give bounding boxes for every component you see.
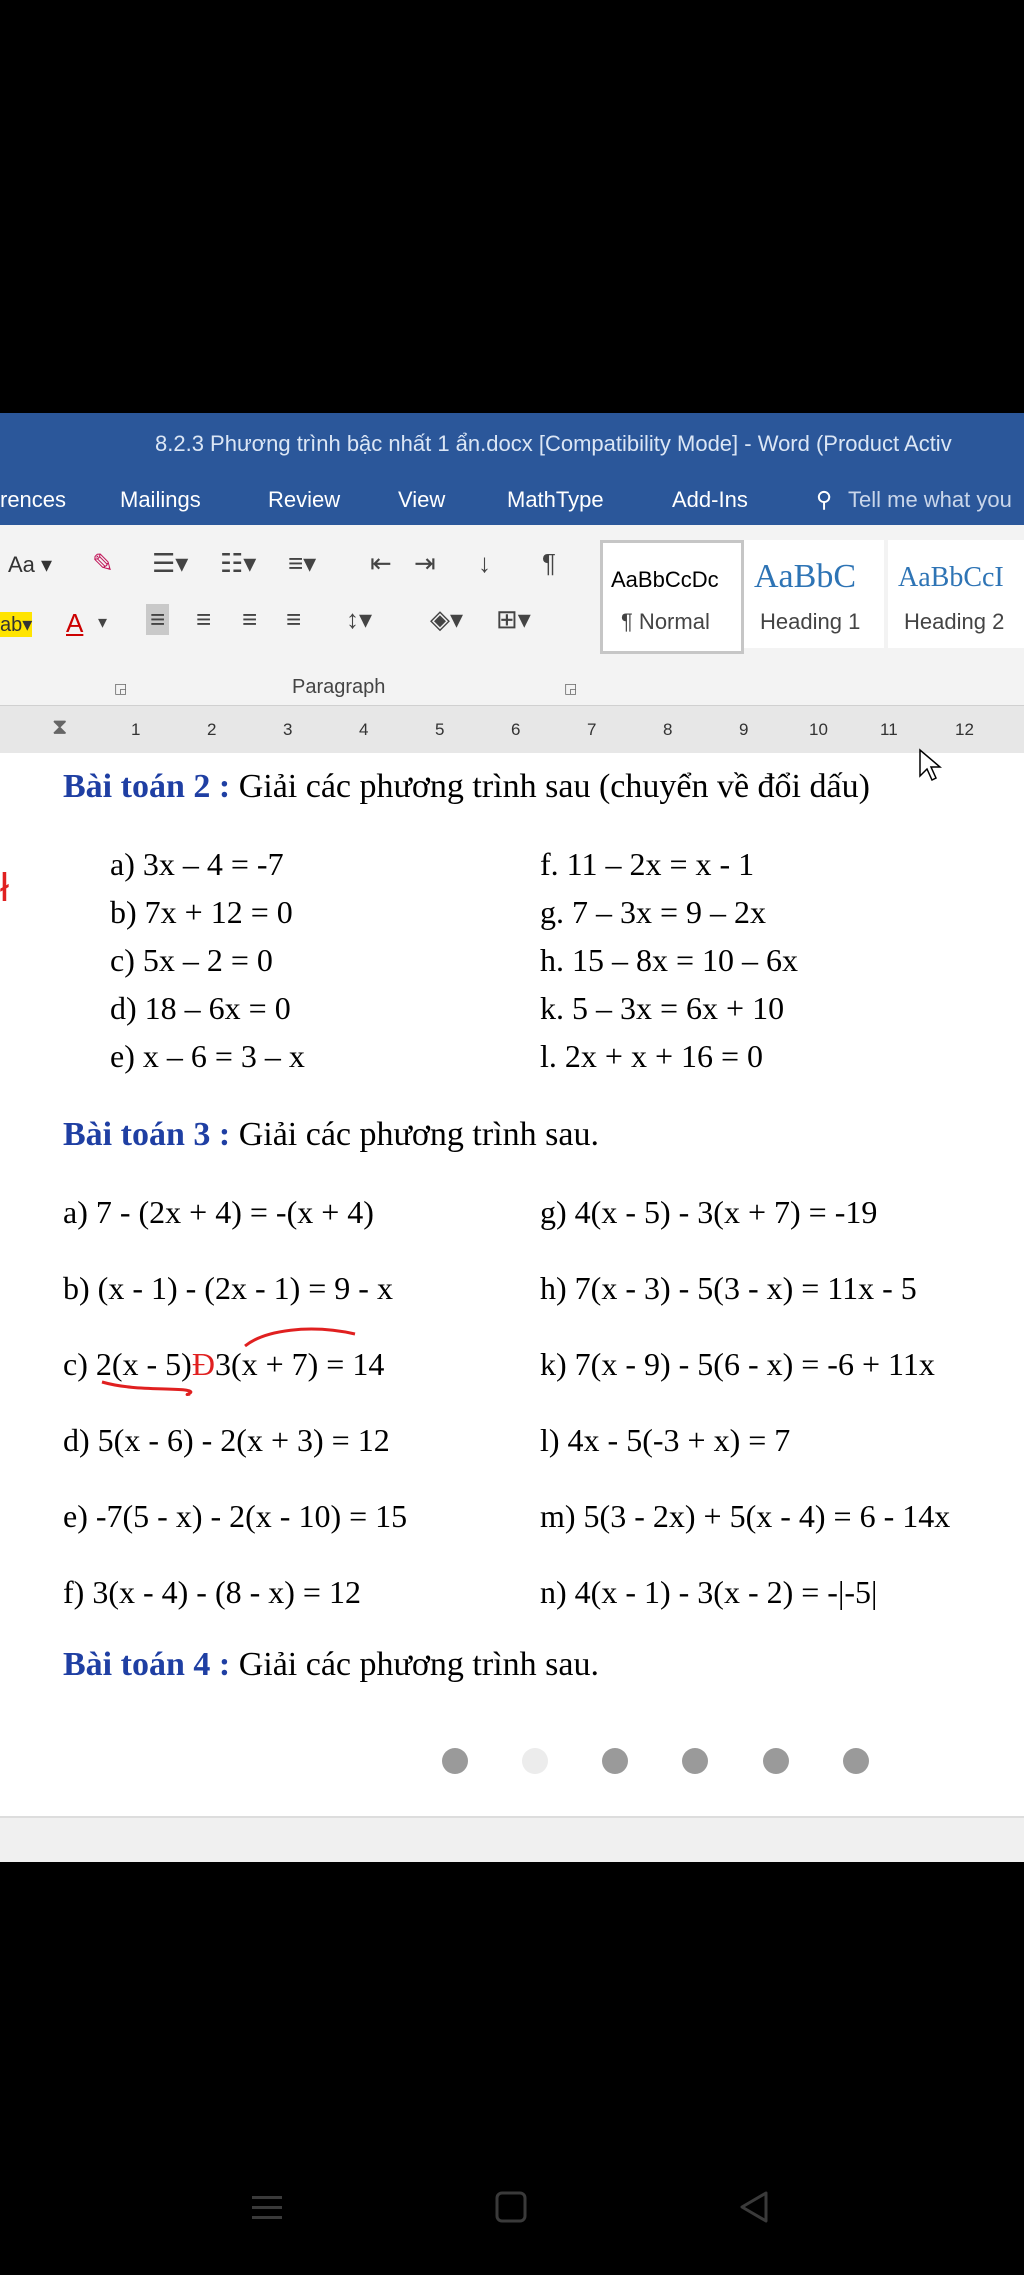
indent-marker-icon[interactable]: ⧗ bbox=[52, 714, 68, 739]
paragraph-group-label: Paragraph bbox=[292, 676, 386, 698]
back-icon[interactable] bbox=[736, 2190, 772, 2226]
mouse-cursor-icon bbox=[918, 748, 942, 782]
style-heading1-name: Heading 1 bbox=[760, 609, 861, 634]
increase-indent-icon[interactable]: ⇥ bbox=[414, 548, 436, 578]
equation-part: c) 2(x - 5) bbox=[63, 1346, 192, 1382]
page-indicator-dot[interactable] bbox=[602, 1748, 628, 1774]
list-item: a) 7 - (2x + 4) = -(x + 4) bbox=[63, 1194, 374, 1230]
tab-mailings[interactable]: Mailings bbox=[120, 487, 201, 512]
sort-icon[interactable]: ↓ bbox=[478, 548, 491, 578]
font-color-icon[interactable]: A bbox=[66, 608, 84, 638]
decrease-indent-icon[interactable]: ⇤ bbox=[370, 548, 392, 578]
multilevel-list-icon[interactable]: ≡▾ bbox=[288, 548, 317, 578]
red-annotation-mark: ł bbox=[0, 866, 9, 910]
style-normal[interactable] bbox=[600, 540, 744, 654]
list-item: a) 3x – 4 = -7 bbox=[110, 846, 284, 882]
style-heading-1[interactable] bbox=[744, 540, 884, 648]
show-formatting-icon[interactable]: ¶ bbox=[542, 548, 556, 578]
list-item: h) 7(x - 3) - 5(3 - x) = 11x - 5 bbox=[540, 1270, 917, 1306]
list-item: d) 5(x - 6) - 2(x + 3) = 12 bbox=[63, 1422, 390, 1458]
problem-2-text: Giải các phương trình sau (chuyển về đổi dấu) bbox=[238, 768, 870, 805]
red-minus-annotation: Ð bbox=[191, 1346, 215, 1382]
font-case-label: Aa bbox=[8, 552, 35, 577]
tab-review[interactable]: Review bbox=[268, 487, 341, 512]
list-item: l. 2x + x + 16 = 0 bbox=[540, 1038, 764, 1074]
list-item: c) 5x – 2 = 0 bbox=[110, 942, 273, 978]
list-item: k) 7(x - 9) - 5(6 - x) = -6 + 11x bbox=[540, 1346, 935, 1382]
problem-2-label: Bài toán 2 : bbox=[63, 768, 231, 805]
window-title: 8.2.3 Phương trình bậc nhất 1 ẩn.docx [Compatibility Mode] - Word (Product Activ bbox=[155, 431, 952, 456]
list-item: b) (x - 1) - (2x - 1) = 9 - x bbox=[63, 1270, 393, 1306]
tell-me-search[interactable]: Tell me what you bbox=[848, 487, 1012, 512]
menu-icon[interactable] bbox=[250, 2190, 284, 2224]
list-item: m) 5(3 - 2x) + 5(x - 4) = 6 - 14x bbox=[540, 1498, 951, 1534]
viewer-footer-strip bbox=[0, 1816, 1024, 1862]
ruler-number: 5 bbox=[435, 720, 445, 739]
tab-references[interactable]: rences bbox=[0, 487, 67, 512]
ruler-number: 10 bbox=[809, 720, 828, 739]
problem-4-heading bbox=[63, 1646, 599, 1684]
page-indicator-dot[interactable] bbox=[843, 1748, 869, 1774]
ribbon-tab-bar bbox=[0, 475, 1024, 525]
problem-2-heading bbox=[63, 768, 870, 806]
borders-icon[interactable]: ⊞▾ bbox=[496, 604, 531, 634]
ruler-number: 6 bbox=[511, 720, 521, 739]
ruler-number: 12 bbox=[955, 720, 974, 739]
numbering-icon[interactable]: ☷▾ bbox=[220, 548, 257, 578]
ruler-number: 3 bbox=[283, 720, 293, 739]
font-dialog-launcher-icon[interactable]: ◲ bbox=[114, 680, 128, 696]
font-size-grow-button[interactable]: Aa ▾ bbox=[8, 552, 53, 577]
ruler-number: 8 bbox=[663, 720, 673, 739]
list-item: n) 4(x - 1) - 3(x - 2) = -|-5| bbox=[540, 1574, 878, 1610]
problem-3-label: Bài toán 3 : bbox=[63, 1116, 231, 1153]
home-icon[interactable] bbox=[494, 2190, 530, 2226]
style-heading2-name: Heading 2 bbox=[904, 609, 1005, 634]
style-heading-2[interactable] bbox=[888, 540, 1024, 648]
style-heading2-sample: AaBbCcI bbox=[898, 562, 1004, 593]
list-item: g. 7 – 3x = 9 – 2x bbox=[540, 894, 767, 930]
list-item: e) x – 6 = 3 – x bbox=[110, 1038, 305, 1074]
window-title-bar bbox=[0, 413, 1024, 475]
ruler-number: 11 bbox=[880, 720, 898, 739]
list-item: d) 18 – 6x = 0 bbox=[110, 990, 291, 1026]
style-normal-name: ¶ Normal bbox=[621, 609, 710, 634]
shading-icon[interactable]: ◈▾ bbox=[430, 604, 464, 634]
list-item: h. 15 – 8x = 10 – 6x bbox=[540, 942, 799, 978]
bullets-icon[interactable]: ☰▾ bbox=[152, 548, 189, 578]
justify-icon[interactable]: ≡ bbox=[286, 604, 302, 634]
problem-4-text: Giải các phương trình sau. bbox=[238, 1646, 599, 1683]
page-indicator-dot[interactable] bbox=[763, 1748, 789, 1774]
ruler-number: 7 bbox=[587, 720, 597, 739]
align-center-icon[interactable]: ≡ bbox=[196, 604, 212, 634]
line-spacing-icon[interactable]: ↕▾ bbox=[346, 604, 373, 634]
page-indicator-dot[interactable] bbox=[682, 1748, 708, 1774]
tab-mathtype[interactable]: MathType bbox=[507, 487, 604, 512]
list-item: f. 11 – 2x = x - 1 bbox=[540, 846, 755, 882]
list-item: g) 4(x - 5) - 3(x + 7) = -19 bbox=[540, 1194, 878, 1230]
ruler-number: 1 bbox=[131, 720, 141, 739]
tab-add-ins[interactable]: Add-Ins bbox=[672, 487, 748, 512]
ruler-number: 4 bbox=[359, 720, 369, 739]
list-item: e) -7(5 - x) - 2(x - 10) = 15 bbox=[63, 1498, 408, 1534]
list-item: b) 7x + 12 = 0 bbox=[110, 894, 293, 930]
align-left-icon[interactable]: ≡ bbox=[146, 604, 169, 635]
list-item: l) 4x - 5(-3 + x) = 7 bbox=[540, 1422, 791, 1458]
ruler-number: 2 bbox=[207, 720, 217, 739]
ruler-number: 9 bbox=[739, 720, 749, 739]
style-heading1-sample: AaBbC bbox=[754, 558, 856, 595]
clear-formatting-icon[interactable]: ✎ bbox=[92, 548, 114, 578]
tab-view[interactable]: View bbox=[398, 487, 446, 512]
font-color-dropdown-icon[interactable]: ▾ bbox=[98, 612, 108, 632]
horizontal-ruler[interactable] bbox=[0, 705, 1024, 754]
problem-3-text: Giải các phương trình sau. bbox=[238, 1116, 599, 1153]
page-indicator-dot-active[interactable] bbox=[522, 1748, 548, 1774]
page-indicator-dot[interactable] bbox=[442, 1748, 468, 1774]
highlight-icon[interactable]: ab▾ bbox=[0, 614, 33, 636]
align-right-icon[interactable]: ≡ bbox=[242, 604, 258, 634]
problem-4-label: Bài toán 4 : bbox=[63, 1646, 231, 1683]
red-handwriting-annotation bbox=[90, 1318, 370, 1398]
equation-part: 3(x + 7) = 14 bbox=[214, 1346, 385, 1382]
lightbulb-icon: ⚲ bbox=[816, 487, 833, 512]
problem-3-heading bbox=[63, 1116, 599, 1154]
list-item: k. 5 – 3x = 6x + 10 bbox=[540, 990, 785, 1026]
list-item: f) 3(x - 4) - (8 - x) = 12 bbox=[63, 1574, 361, 1610]
paragraph-dialog-launcher-icon[interactable]: ◲ bbox=[564, 680, 578, 696]
style-normal-sample: AaBbCcDc bbox=[611, 567, 719, 592]
